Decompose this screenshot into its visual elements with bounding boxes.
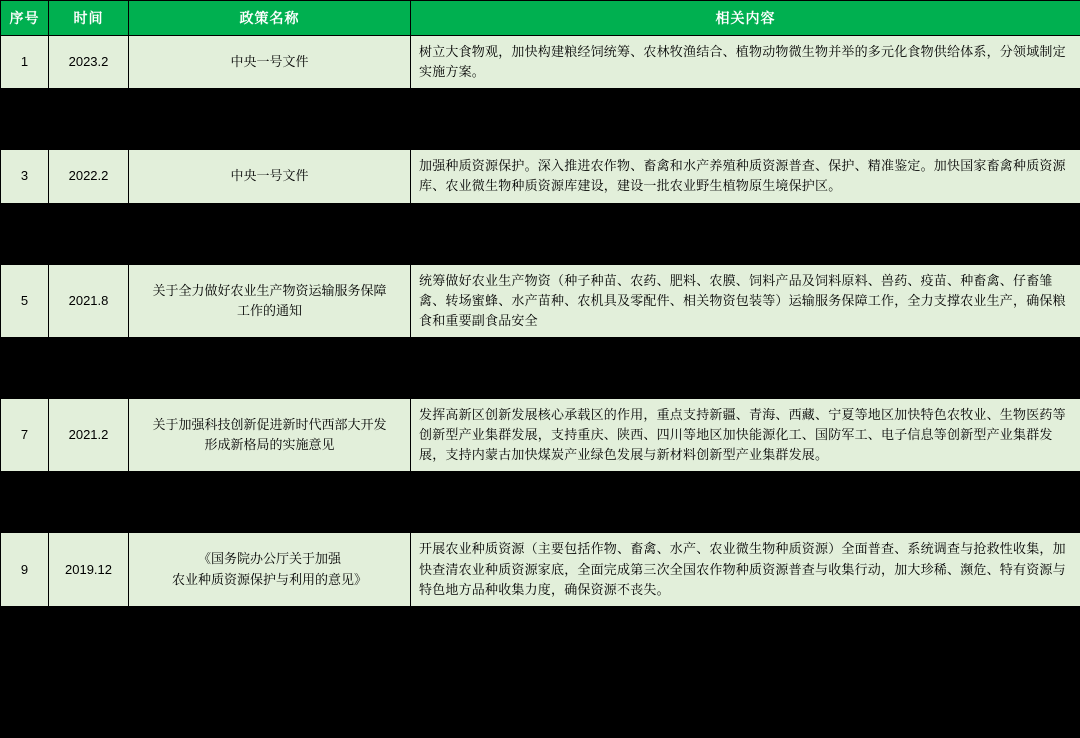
row-spacer-cell — [1, 89, 1080, 150]
table-row — [1, 36, 1080, 89]
policy-name-line: 关于全力做好农业生产物资运输服务保障 — [152, 282, 387, 298]
policy-name-line: 工作的通知 — [236, 302, 302, 318]
cell-time: 2022.2 — [49, 150, 129, 203]
column-header-index: 序号 — [1, 1, 49, 36]
policy-name-line: 形成新格局的实施意见 — [204, 437, 335, 453]
row-spacer — [1, 472, 1080, 533]
table-row — [1, 398, 1080, 471]
table-body — [1, 36, 1080, 607]
cell-index: 3 — [1, 150, 49, 203]
policy-name-line: 关于加强科技创新促进新时代西部大开发 — [152, 417, 387, 433]
cell-policy-name — [129, 264, 411, 337]
cell-index: 9 — [1, 533, 49, 606]
row-spacer — [1, 203, 1080, 264]
row-spacer-cell — [1, 337, 1080, 398]
row-spacer-cell — [1, 472, 1080, 533]
cell-index: 7 — [1, 398, 49, 471]
policy-name-line: 《国务院办公厅关于加强 — [197, 551, 341, 567]
cell-time: 2023.2 — [49, 36, 129, 89]
cell-time: 2021.8 — [49, 264, 129, 337]
policy-name-line: 农业种质资源保护与利用的意见》 — [171, 571, 367, 587]
cell-time: 2019.12 — [49, 533, 129, 606]
cell-policy-name — [129, 398, 411, 471]
row-spacer-cell — [1, 203, 1080, 264]
table-header — [1, 1, 1080, 36]
cell-related-content: 统筹做好农业生产物资（种子种苗、农药、肥料、农膜、饲料产品及饲料原料、兽药、疫苗、种畜禽、仔畜雏禽、转场蜜蜂、水产苗种、农机具及零配件、相关物资包装等）运输服务保障工作，全力支撑农业生产，确保粮食和重要副食品安全 — [411, 264, 1080, 337]
table-row — [1, 150, 1080, 203]
cell-index: 5 — [1, 264, 49, 337]
cell-policy-name: 中央一号文件 — [129, 150, 411, 203]
cell-related-content: 开展农业种质资源（主要包括作物、畜禽、水产、农业微生物种质资源）全面普查、系统调查与抢救性收集，加快查清农业种质资源家底，全面完成第三次全国农作物种质资源普查与收集行动，加大珍稀、濒危、特有资源与特色地方品种收集力度，确保资源不丧失。 — [411, 533, 1080, 606]
row-spacer — [1, 337, 1080, 398]
table-header-row — [1, 1, 1080, 36]
column-header-policy-name: 政策名称 — [129, 1, 411, 36]
table-row — [1, 533, 1080, 606]
cell-policy-name: 中央一号文件 — [129, 36, 411, 89]
cell-time: 2021.2 — [49, 398, 129, 471]
column-header-time: 时间 — [49, 1, 129, 36]
cell-policy-name — [129, 533, 411, 606]
cell-related-content: 发挥高新区创新发展核心承载区的作用，重点支持新疆、青海、西藏、宁夏等地区加快特色农牧业、生物医药等创新型产业集群发展，支持重庆、陕西、四川等地区加快能源化工、国防军工、电子信息等创新型产业集群发展，支持内蒙古加快煤炭产业绿色发展与新材料创新型产业集群发展。 — [411, 398, 1080, 471]
row-spacer — [1, 89, 1080, 150]
cell-index: 1 — [1, 36, 49, 89]
column-header-related-content: 相关内容 — [411, 1, 1080, 36]
cell-related-content: 加强种质资源保护。深入推进农作物、畜禽和水产养殖种质资源普查、保护、精准鉴定。加快国家畜禽种质资源库、农业微生物种质资源库建设，建设一批农业野生植物原生境保护区。 — [411, 150, 1080, 203]
cell-related-content: 树立大食物观，加快构建粮经饲统筹、农林牧渔结合、植物动物微生物并举的多元化食物供给体系，分领域制定实施方案。 — [411, 36, 1080, 89]
table-row — [1, 264, 1080, 337]
